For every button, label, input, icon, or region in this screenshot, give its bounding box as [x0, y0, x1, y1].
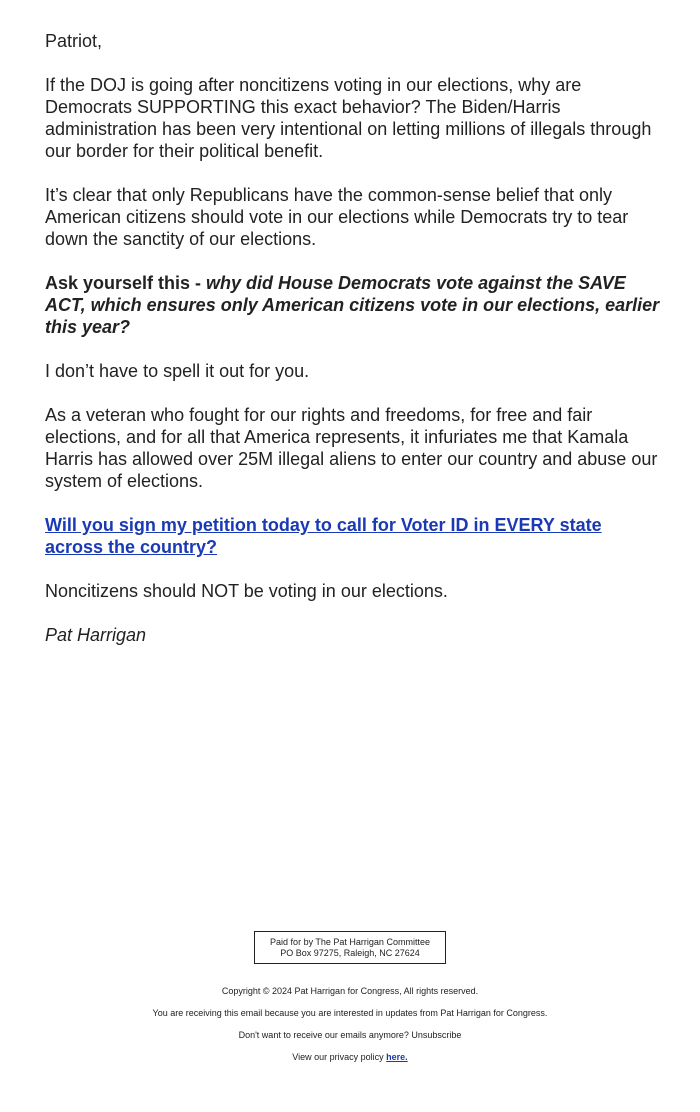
cta-paragraph [45, 514, 660, 558]
save-act-question: why did House Democrats vote against the SAVE ACT, which ensures only American citizens vote in our elections, earlier this year? [45, 273, 660, 337]
email-footer [0, 931, 700, 1063]
paragraph-noncitizens: Noncitizens should NOT be voting in our elections. [45, 581, 448, 601]
unsubscribe-prefix: Don't want to receive our emails anymore? [238, 1030, 412, 1040]
paragraph-doj: If the DOJ is going after noncitizens voting in our elections, why are Democrats SUPPORTING this exact behavior? The Biden/Harris administration has been very intentional on letting millions of illegals through our border for their political benefit. [45, 75, 652, 161]
email-body [45, 30, 660, 668]
paid-for-line: Paid for by The Pat Harrigan Committee [270, 937, 430, 947]
paragraph-veteran: As a veteran who fought for our rights and freedoms, for free and fair elections, and for all that America represents, it infuriates me that Kamala Harris has allowed over 25M illegal aliens to enter our country and abuse our system of elections. [45, 405, 658, 491]
signature: Pat Harrigan [45, 625, 147, 645]
mailing-address: PO Box 97275, Raleigh, NC 27624 [280, 948, 420, 958]
receiving-reason-text: You are receiving this email because you are interested in updates from Pat Harrigan for Congress. [152, 1008, 548, 1018]
privacy-prefix: View our privacy policy [292, 1052, 387, 1062]
paid-for-box [254, 931, 446, 964]
paragraph-republicans: It’s clear that only Republicans have the common-sense belief that only American citizens should vote in our elections while Democrats try to tear down the sanctity of our elections. [45, 185, 629, 249]
privacy-policy-link[interactable]: here. [386, 1052, 408, 1062]
greeting: Patriot, [45, 31, 103, 51]
ask-yourself-lead: Ask yourself this - [45, 273, 207, 293]
petition-link[interactable]: Will you sign my petition today to call for Voter ID in EVERY state across the country? [45, 515, 602, 557]
privacy-line [0, 1052, 700, 1063]
unsubscribe-link[interactable]: Unsubscribe [411, 1030, 462, 1040]
copyright-text: Copyright © 2024 Pat Harrigan for Congress, All rights reserved. [221, 986, 479, 996]
paragraph-ask-yourself [45, 272, 660, 338]
unsubscribe-line [0, 1030, 700, 1041]
paragraph-spell-it-out: I don’t have to spell it out for you. [45, 361, 310, 381]
